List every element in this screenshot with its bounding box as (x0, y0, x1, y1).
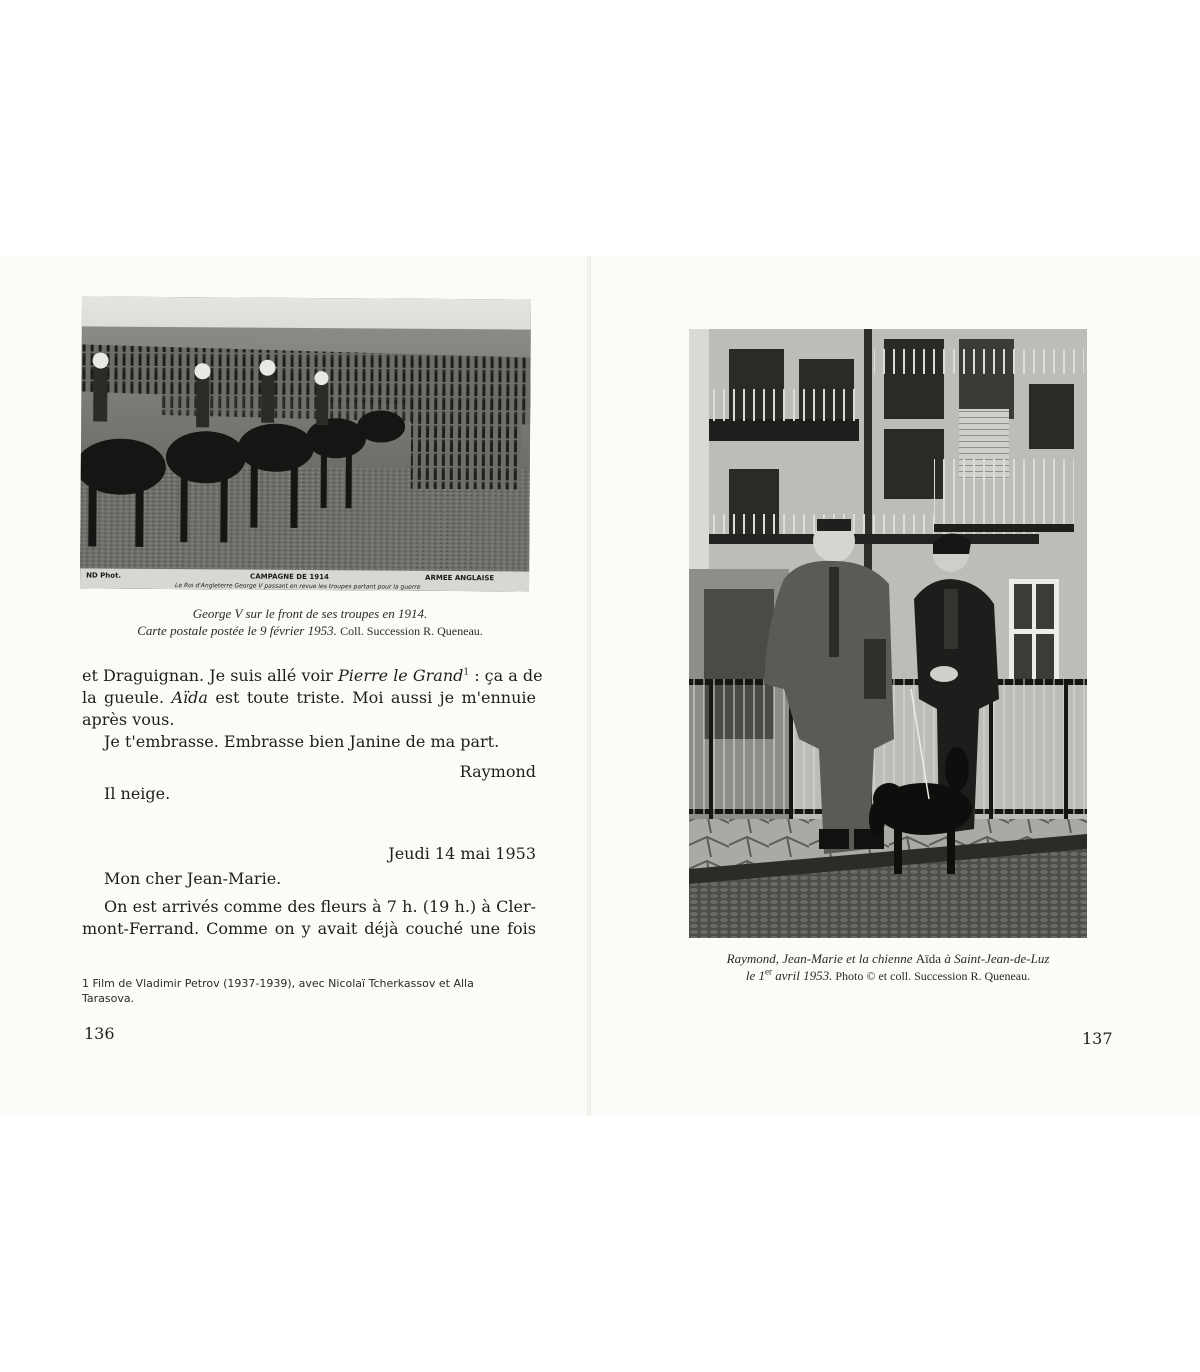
postcard-illustration (80, 296, 531, 591)
footnote (82, 976, 538, 1006)
portrait-caption-date-a: le 1 (745, 968, 766, 983)
portrait-caption-names: Raymond, Jean-Marie et la chienne (726, 951, 916, 966)
letter-date: Jeudi 14 mai 1953 (388, 844, 536, 863)
letter-postscript: Il neige. (104, 784, 171, 803)
postcard-caption (82, 605, 538, 640)
portrait-caption-credit: Photo © et coll. Succession R. Queneau. (832, 969, 1031, 983)
postcard-caption-credit: Coll. Succession R. Queneau. (340, 624, 483, 638)
letter-line-3: après vous. (82, 710, 175, 729)
book-spread (0, 256, 1200, 1116)
letter-line-1 (82, 665, 543, 687)
letter-signature: Raymond (459, 762, 536, 781)
portrait-caption-sup: er (765, 966, 773, 977)
postcard-label-left: ND Phot. (86, 571, 122, 580)
postcard-caption-line1: George V sur le front de ses troupes en 1914. (192, 606, 428, 621)
postcard-label-title: CAMPAGNE DE 1914 (250, 572, 329, 582)
letter-p2-line2: mont-Ferrand. Comme on y avait déjà couché une fois (82, 919, 536, 938)
footnote-line-1: 1 Film de Vladimir Petrov (1937-1939), avec Nicolaï Tcherkassov et Alla (82, 977, 474, 990)
portrait-photo (689, 329, 1087, 938)
letter-line-2 (82, 687, 536, 709)
letter-text (82, 665, 543, 940)
letter-line-2-text-b: est toute triste. Moi aussi je m'ennuie (207, 688, 536, 707)
postcard-label-subtitle: Le Roi d'Angleterre George V passant en revue les troupes partant pour la guerre (174, 582, 421, 591)
postcard-image (80, 296, 531, 591)
letter-line-4: Je t'embrasse. Embrasse bien Janine de ma part. (104, 732, 500, 751)
letter-salutation: Mon cher Jean-Marie. (104, 869, 282, 888)
film-title: Pierre le Grand (337, 666, 464, 685)
page-number-left: 136 (84, 1024, 115, 1043)
postcard-label-right: ARMEE ANGLAISE (425, 573, 495, 583)
dog-name: Aïda (171, 688, 208, 707)
letter-line-2-text-a: la gueule. (82, 688, 172, 707)
letter-p2-line1: On est arrivés comme des fleurs à 7 h. (19 h.) à Cler- (104, 897, 536, 916)
footnote-line-2: Tarasova. (82, 992, 135, 1005)
left-page (0, 256, 587, 1116)
postcard-caption-line2-italic: Carte postale postée le 9 février 1953. (137, 623, 337, 638)
portrait-caption-dog: Aïda (915, 951, 942, 966)
letter-line-1-text-b: : ça a de (469, 666, 543, 685)
portrait-caption-place: à Saint-Jean-de-Luz (941, 951, 1050, 966)
portrait-caption-line2 (685, 967, 1091, 985)
right-page (591, 256, 1200, 1116)
portrait-caption-line1 (685, 950, 1091, 967)
footnote-ref: 1 (463, 667, 470, 678)
letter-line-1-text-a: et Draguignan. Je suis allé voir (82, 666, 338, 685)
portrait-caption (685, 950, 1091, 985)
portrait-illustration (689, 329, 1087, 938)
portrait-caption-date-b: avril 1953. (772, 968, 833, 983)
page-number-right: 137 (1082, 1029, 1113, 1048)
